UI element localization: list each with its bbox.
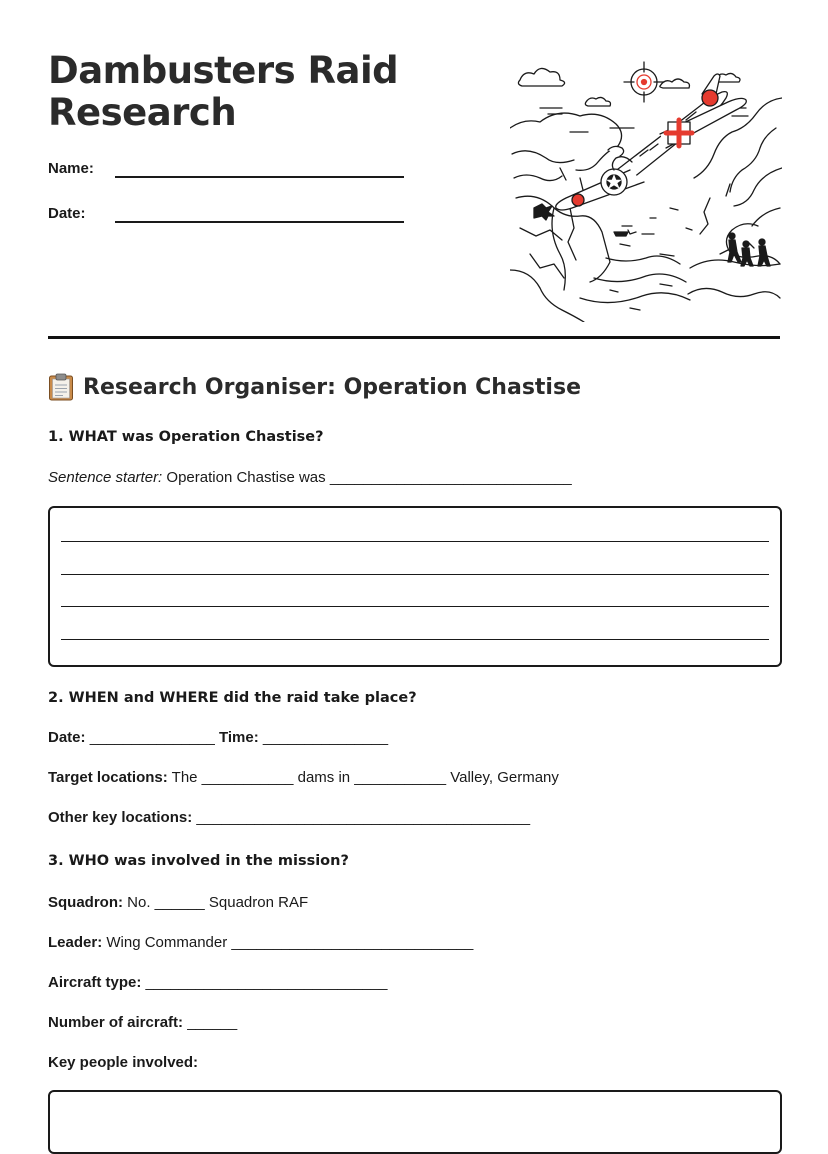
section-title-text: Research Organiser: Operation Chastise: [83, 374, 581, 400]
aircraft-label: Aircraft type:: [48, 974, 142, 991]
q2-date-time-row: [48, 729, 388, 746]
target-label: Target locations:: [48, 769, 168, 786]
dambuster-plane-illustration: [510, 58, 782, 322]
name-field: [48, 160, 94, 177]
header-divider: [48, 336, 780, 339]
leader-label: Leader:: [48, 934, 103, 951]
number-blank[interactable]: ______: [187, 1014, 238, 1031]
starter-text: Operation Chastise was _____________________________: [166, 469, 572, 486]
q3-people-row: [48, 1054, 198, 1071]
leader-text[interactable]: Wing Commander _____________________________: [106, 934, 474, 951]
q2-date-label: Date:: [48, 729, 86, 746]
page-title: [48, 50, 488, 134]
name-label: Name:: [48, 160, 94, 177]
q3-squadron-row: [48, 894, 308, 911]
q3-heading: 3. WHO was involved in the mission?: [48, 853, 349, 869]
aircraft-blank[interactable]: _____________________________: [145, 974, 388, 991]
title-line-2: Research: [48, 91, 237, 134]
title-line-1: Dambusters Raid: [48, 49, 399, 92]
number-label: Number of aircraft:: [48, 1014, 184, 1031]
q2-heading: 2. WHEN and WHERE did the raid take place?: [48, 690, 417, 706]
q2-date-blank[interactable]: _______________: [89, 729, 215, 746]
clipboard-icon: [48, 373, 74, 401]
target-text[interactable]: The ___________ dams in ___________ Valley, Germany: [171, 769, 559, 786]
other-locations-label: Other key locations:: [48, 809, 193, 826]
writing-line: [61, 541, 769, 542]
other-locations-blank[interactable]: ________________________________________: [196, 809, 531, 826]
q3-answer-box[interactable]: [48, 1090, 782, 1154]
key-people-label: Key people involved:: [48, 1054, 199, 1071]
q2-time-label: Time:: [219, 729, 259, 746]
date-label: Date:: [48, 205, 86, 222]
writing-line: [61, 574, 769, 575]
date-line[interactable]: [115, 221, 404, 223]
q2-time-blank[interactable]: _______________: [262, 729, 389, 746]
section-title: [48, 373, 581, 401]
date-field: [48, 205, 86, 222]
q3-number-row: [48, 1014, 237, 1031]
worksheet-page: [48, 0, 780, 1118]
squadron-label: Squadron:: [48, 894, 123, 911]
starter-label: Sentence starter:: [48, 469, 163, 486]
q3-aircraft-row: [48, 974, 387, 991]
name-line[interactable]: [115, 176, 404, 178]
writing-line: [61, 606, 769, 607]
writing-line: [61, 639, 769, 640]
q1-heading: 1. WHAT was Operation Chastise?: [48, 429, 324, 445]
q2-target-row: [48, 769, 559, 786]
squadron-text[interactable]: No. ______ Squadron RAF: [127, 894, 309, 911]
q2-other-row: [48, 809, 530, 826]
q3-leader-row: [48, 934, 473, 951]
q1-answer-box[interactable]: [48, 506, 782, 667]
q1-sentence-starter: [48, 469, 572, 486]
